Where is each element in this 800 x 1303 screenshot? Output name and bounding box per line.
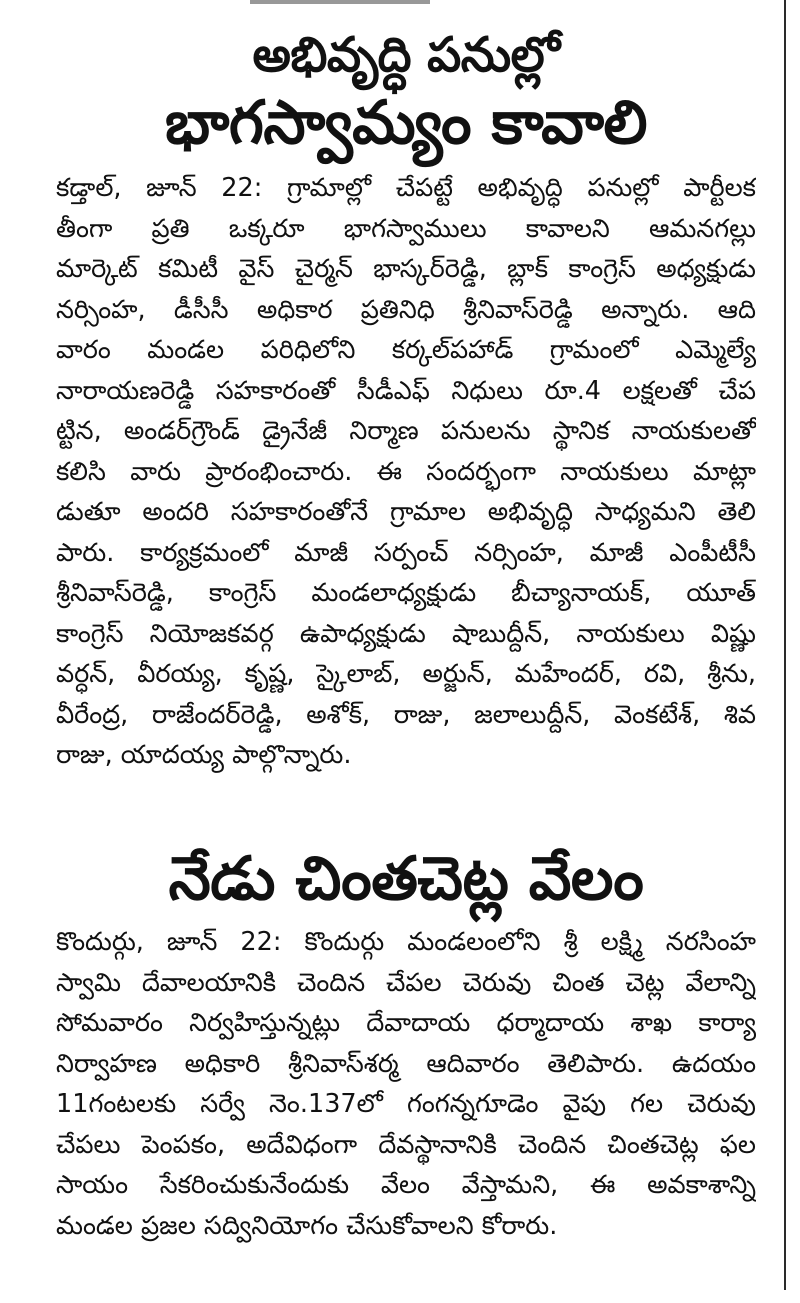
clipped-previous-text <box>250 0 430 4</box>
body-line: కడ్తాల్, జూన్ 22: గ్రామాల్లో చేపట్టే అభివృద్ధి పనుల్లో పార్టీలక <box>56 173 756 203</box>
body-line: వర్ధన్, వీరయ్య, కృష్ణ, స్కైలాబ్, అర్జున్, మహేందర్, రవి, శ్రీను, <box>56 659 756 689</box>
article-development-works <box>56 26 756 776</box>
body-line: శ్రీనివాస్‌రెడ్డి, కాంగ్రెస్ మండలాధ్యక్షుడు బీచ్యానాయక్, యూత్ <box>56 578 756 608</box>
body-line: కాంగ్రెస్ నియోజకవర్గ ఉపాధ్యక్షుడు షాబుద్దీన్, నాయకులు విష్ణు <box>56 618 756 649</box>
body-line: నర్సింహ, డీసీసీ అధికార ప్రతినిధి శ్రీనివాస్‌రెడ్డి అన్నారు. ఆది <box>56 294 756 325</box>
body-line: వారం మండల పరిధిలోని కర్కల్‌పహాడ్ గ్రామంలో ఎమ్మెల్యే <box>56 335 756 365</box>
body-line: నారాయణరెడ్డి సహకారంతో సీడీఎఫ్ నిధులు రూ.4 లక్షలతో చేప <box>56 375 756 406</box>
body-line: కొందుర్గు, జూన్ 22: కొందుర్గు మండలంలోని శ్రీ లక్ష్మి నరసింహ <box>56 927 756 957</box>
body-line: నిర్వాహణ అధికారి శ్రీనివాస్‌శర్మ ఆదివారం తెలిపారు. ఉదయం <box>56 1048 756 1079</box>
body-line: సాయం సేకరించుకునేందుకు వేలం వేస్తామని, ఈ అవకాశాన్ని <box>56 1170 756 1200</box>
headline-line-1: అభివృద్ధి పనుల్లో <box>252 27 560 83</box>
body-line: డుతూ అందరి సహకారంతోనే గ్రామాల అభివృద్ధి సాధ్యమని తెలి <box>56 497 756 527</box>
body-line: రాజు, యాదయ్య పాల్గొన్నారు. <box>56 740 352 770</box>
body-line: పారు. కార్యక్రమంలో మాజీ సర్పంచ్ నర్సింహ, మాజీ ఎంపీటీసీ <box>56 537 756 568</box>
body-line: తీంగా ప్రతి ఒక్కరూ భాగస్వాములు కావాలని ఆమనగల్లు <box>56 213 756 244</box>
body-line: స్వామి దేవాలయానికి చెందిన చేపల చెరువు చింత చెట్ల వేలాన్ని <box>56 967 756 998</box>
body-line: ట్టిన, అండర్‌గ్రౌండ్ డ్రైనేజీ నిర్మాణ పనులను స్థానిక నాయకులతో <box>56 416 756 446</box>
body-line: మార్కెట్ కమిటీ వైస్ చైర్మన్ భాస్కర్‌రెడ్డి, బ్లాక్ కాంగ్రెస్ అధ్యక్షుడు <box>56 254 756 284</box>
article-body <box>56 922 756 1246</box>
body-line: 11గంటలకు సర్వే నెం.137లో గంగన్నగూడెం వైపు గల చెరువు <box>56 1089 756 1119</box>
column-divider <box>784 0 786 1290</box>
body-line: వీరేంద్ర, రాజేందర్‌రెడ్డి, అశోక్, రాజు, జలాలుద్దీన్, వెంకటేశ్, శివ <box>56 699 756 730</box>
body-line: చేపలు పెంపకం, అదేవిధంగా దేవస్థానానికి చెందిన చింతచెట్ల ఫల <box>56 1129 756 1160</box>
body-line: మండల ప్రజల సద్వినియోగం చేసుకోవాలని కోరారు. <box>56 1210 558 1241</box>
headline-line-2: భాగస్వామ్యం కావాలి <box>165 88 647 158</box>
body-line: సోమవారం నిర్వహిస్తున్నట్లు దేవాదాయ ధర్మాదాయ శాఖ కార్యా <box>56 1008 756 1038</box>
headline: నేడు చింతచెట్ల వేలం <box>168 844 644 914</box>
article-tamarind-auction <box>56 842 756 1246</box>
article-body <box>56 168 756 776</box>
body-line: కలిసి వారు ప్రారంభించారు. ఈ సందర్భంగా నాయకులు మాట్లా <box>56 456 756 487</box>
